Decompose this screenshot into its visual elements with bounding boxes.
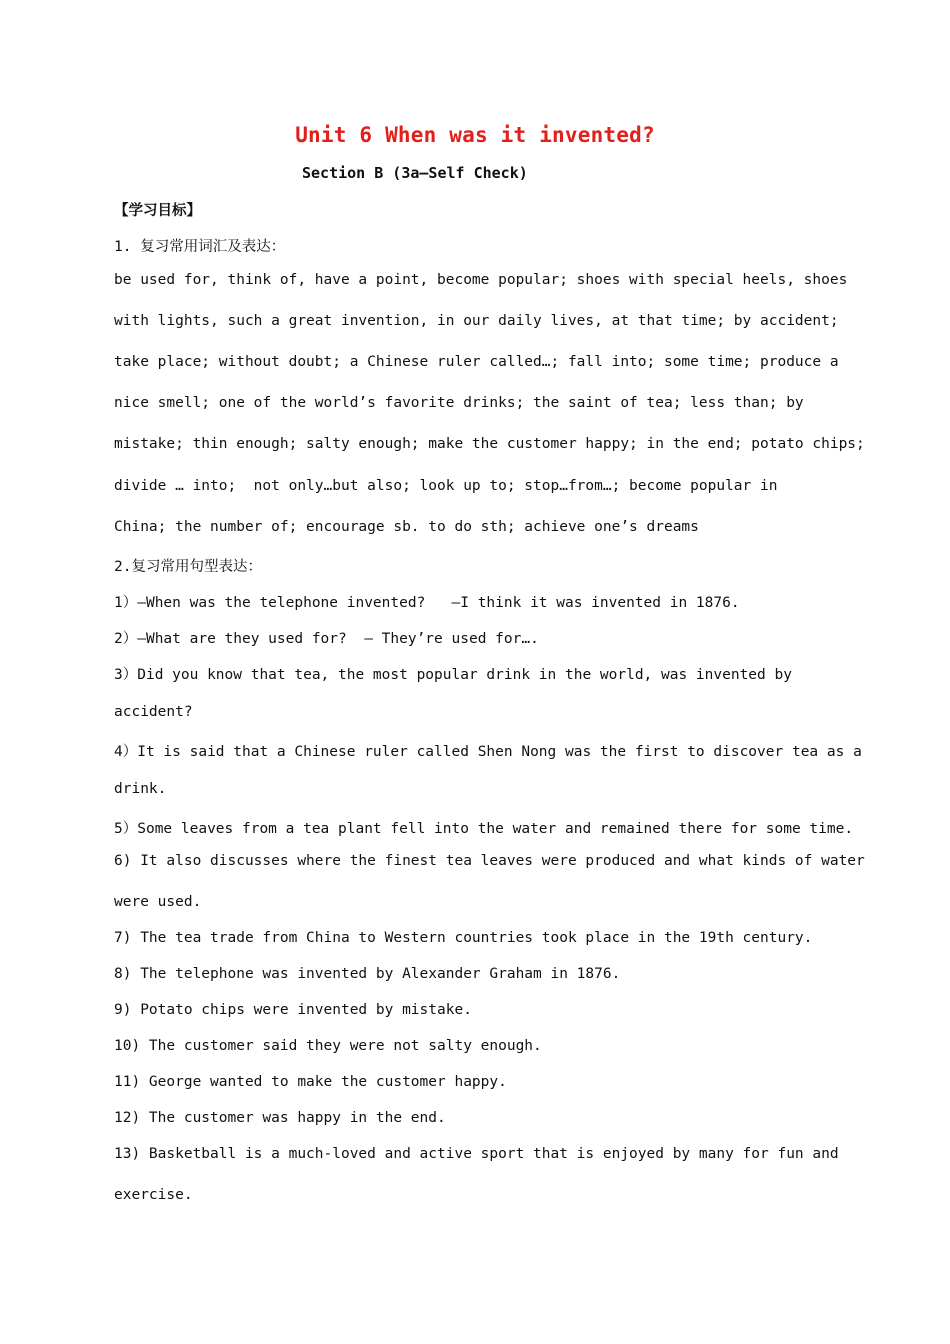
sentence-line: 4）It is said that a Chinese ruler called Shen Nong was the first to discover tea as a — [114, 744, 862, 760]
sentence-line: 12) The customer was happy in the end. — [114, 1110, 446, 1126]
vocab-line: nice smell; one of the world’s favorite drinks; the saint of tea; less than; by — [114, 395, 804, 411]
sentence-line: were used. — [114, 894, 202, 910]
sentence-line: 11) George wanted to make the customer happy. — [114, 1074, 507, 1090]
sentence-line: 2）—What are they used for? — They’re used for…. — [114, 631, 539, 647]
vocab-line: take place; without doubt; a Chinese ruler called…; fall into; some time; produce a — [114, 354, 839, 370]
sentence-line: 1）—When was the telephone invented? —I think it was invented in 1876. — [114, 595, 740, 611]
sentence-line: 7) The tea trade from China to Western countries took place in the 19th century. — [114, 930, 813, 946]
sentence-line: 3）Did you know that tea, the most popular drink in the world, was invented by — [114, 667, 792, 683]
objectives-heading: 【学习目标】 — [114, 203, 201, 219]
vocab-line: be used for, think of, have a point, become popular; shoes with special heels, shoes — [114, 272, 848, 288]
sentence-line: 5）Some leaves from a tea plant fell into the water and remained there for some time. — [114, 821, 854, 837]
vocab-heading: 1. 复习常用词汇及表达： — [114, 239, 286, 255]
sentence-line: 9) Potato chips were invented by mistake. — [114, 1002, 472, 1018]
sentence-heading: 2.复习常用句型表达： — [114, 559, 262, 575]
vocab-line: divide … into; not only…but also; look up to; stop…from…; become popular in — [114, 478, 778, 494]
sentence-line: 13) Basketball is a much-loved and active sport that is enjoyed by many for fun and — [114, 1146, 839, 1162]
sentence-line: 6) It also discusses where the finest tea leaves were produced and what kinds of water — [114, 853, 865, 869]
vocab-line: with lights, such a great invention, in our daily lives, at that time; by accident; — [114, 313, 839, 329]
sentence-line: 10) The customer said they were not salty enough. — [114, 1038, 542, 1054]
sentence-line: 8) The telephone was invented by Alexander Graham in 1876. — [114, 966, 621, 982]
vocab-line: mistake; thin enough; salty enough; make the customer happy; in the end; potato chips; — [114, 436, 865, 452]
page-title: Unit 6 When was it invented? — [295, 123, 655, 147]
section-subtitle: Section B (3a—Self Check) — [302, 164, 528, 182]
vocab-line: China; the number of; encourage sb. to do sth; achieve one’s dreams — [114, 519, 699, 535]
sentence-line: exercise. — [114, 1187, 193, 1203]
sentence-line: drink. — [114, 781, 167, 797]
sentence-line: accident? — [114, 704, 193, 720]
